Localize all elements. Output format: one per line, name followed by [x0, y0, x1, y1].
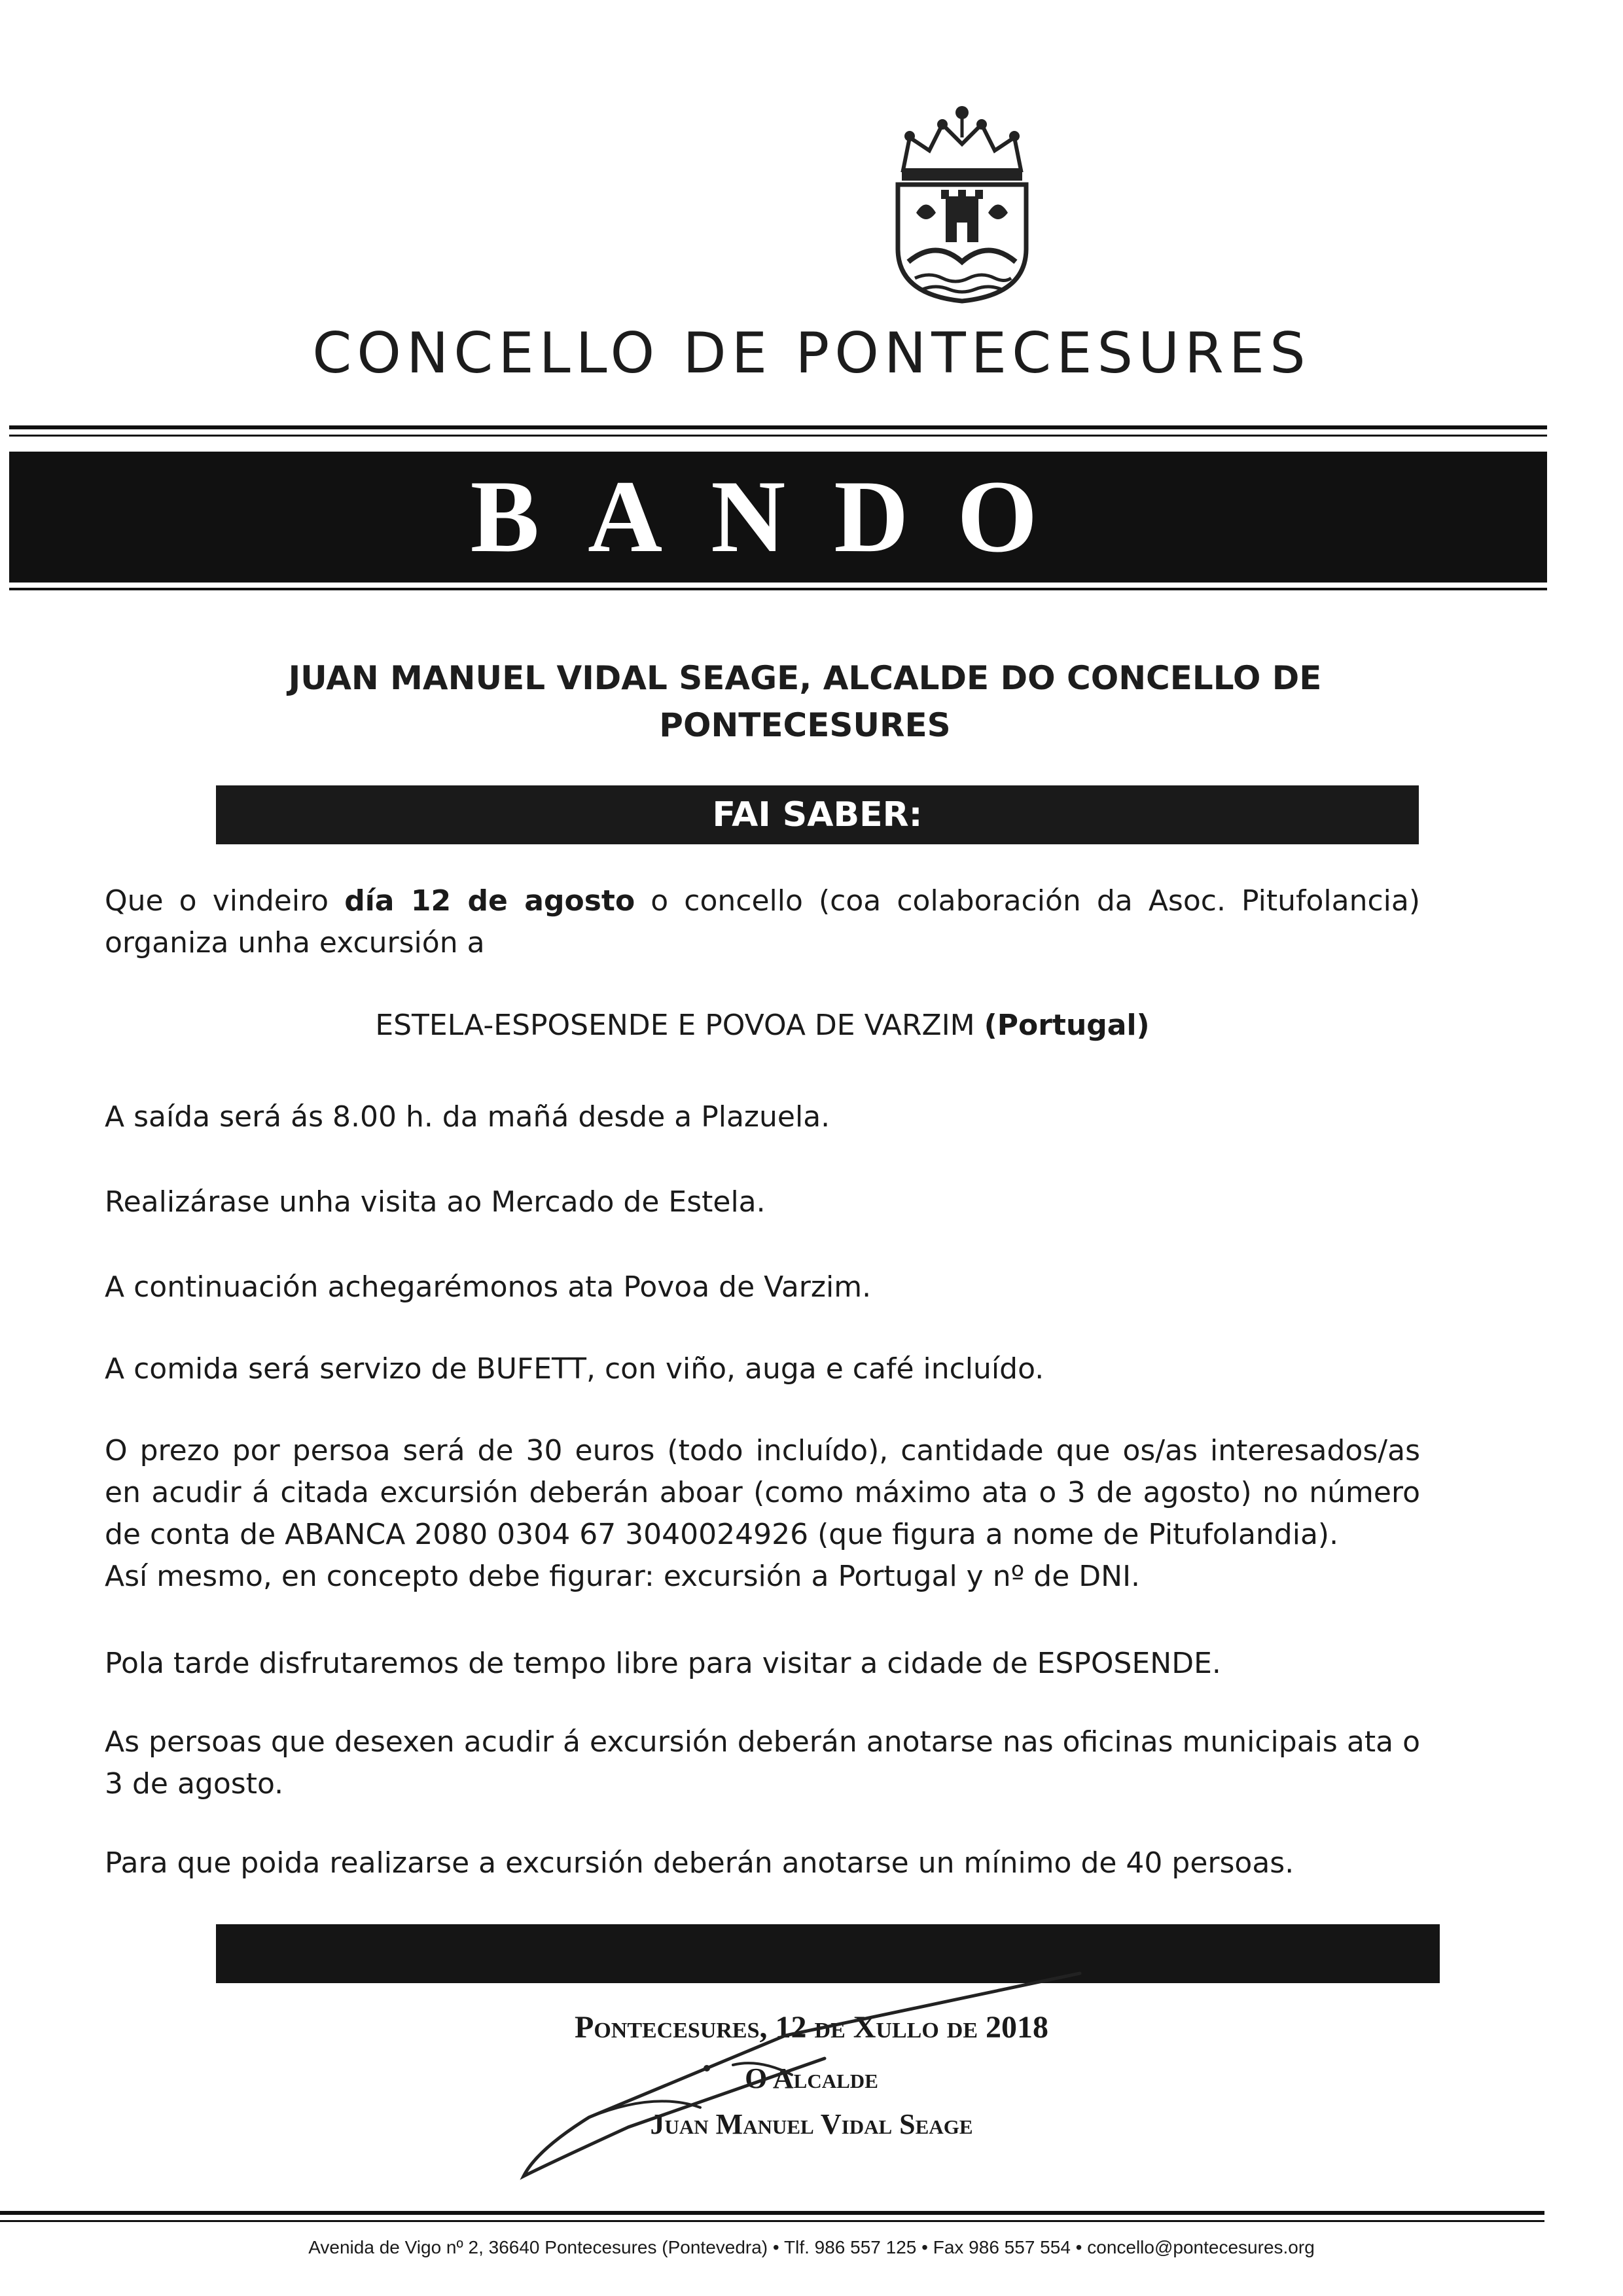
banner-top-rule	[9, 425, 1547, 429]
mayor-heading	[216, 655, 1394, 749]
bando-banner: BANDO	[9, 452, 1547, 583]
paragraph-afternoon: Pola tarde disfrutaremos de tempo libre para visitar a cidade de ESPOSENDE.	[105, 1647, 1221, 1680]
mayor-heading-line2: PONTECESURES	[659, 706, 951, 744]
paragraph-intro-pre: Que o vindeiro	[105, 884, 345, 918]
coat-of-arms-icon	[877, 98, 1047, 308]
footer-contact: Avenida de Vigo nº 2, 36640 Pontecesures (Pontevedra) • Tlf. 986 557 125 • Fax 986 557 554 • concello@pontecesures.org	[308, 2237, 1315, 2257]
paragraph-intro-post: o concello (coa colaboración da Asoc. Pitufolancia) organiza unha excursión a	[105, 884, 1421, 960]
paragraph-departure: A saída será ás 8.00 h. da mañá desde a Plazuela.	[105, 1100, 830, 1134]
paragraph-concept: Así mesmo, en concepto debe figurar: excursión a Portugal y nº de DNI.	[105, 1560, 1141, 1593]
destination: ESTELA-ESPOSENDE E POVOA DE VARZIM	[375, 1009, 975, 1042]
fai-saber-heading: FAI SABER:	[216, 785, 1419, 844]
footer-rule	[0, 2211, 1544, 2215]
paragraph-povoa: A continuación achegarémonos ata Povoa de Varzim.	[105, 1270, 872, 1304]
handwritten-signature-icon	[510, 1960, 1099, 2202]
mayor-heading-line1: JUAN MANUEL VIDAL SEAGE, ALCALDE DO CONCELLO DE	[288, 659, 1322, 697]
page-title: CONCELLO DE PONTECESURES	[312, 321, 1311, 386]
event-date: día 12 de agosto	[344, 884, 635, 918]
paragraph-intro	[105, 880, 1420, 964]
paragraph-minimum: Para que poida realizarse a excursión deberán anotarse un mínimo de 40 persoas.	[105, 1846, 1294, 1880]
destination-line	[105, 1005, 1420, 1047]
signer-name: Juan Manuel Vidal Seage	[650, 2108, 973, 2140]
footer-rule-thin	[0, 2220, 1544, 2222]
banner-top-rule-thin	[9, 435, 1547, 437]
banner-bottom-rule	[9, 588, 1547, 590]
destination-country: (Portugal)	[984, 1009, 1150, 1042]
signer-role: O Alcalde	[745, 2062, 878, 2094]
paragraph-meal: A comida será servizo de BUFETT, con viño, auga e café incluído.	[105, 1352, 1044, 1386]
paragraph-register: As persoas que desexen acudir á excursión deberán anotarse nas oficinas municipais ata o 3 de agosto.	[105, 1725, 1420, 1801]
paragraph-market: Realizárase unha visita ao Mercado de Estela.	[105, 1185, 766, 1219]
place-date: Pontecesures, 12 de Xullo de 2018	[575, 2010, 1048, 2045]
paragraph-price: O prezo por persoa será de 30 euros (todo incluído), cantidade que os/as interesados/as en acudir á citada excursión deberán aboar (como máximo ata o 3 de agosto) no número de conta de ABANCA 2080 0304 67 3040024926 (que figura a nome de Pitufolandia).	[105, 1434, 1420, 1551]
